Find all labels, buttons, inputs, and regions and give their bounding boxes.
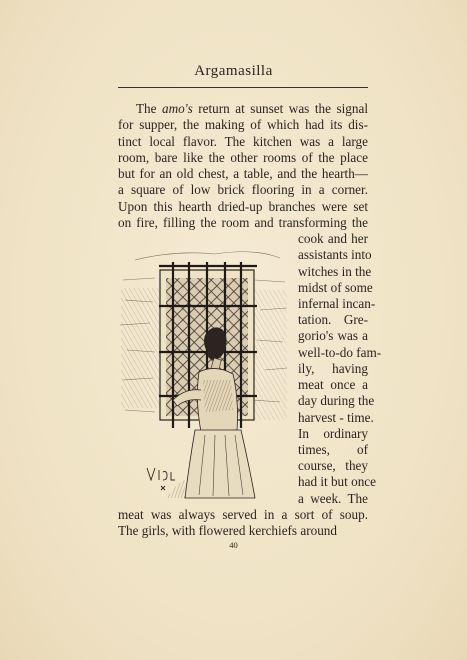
column-line: In ordinary — [298, 426, 368, 441]
italic-word-amos: amo's — [162, 101, 193, 116]
column-line: times, of — [298, 442, 368, 457]
text-line: meat was always served in a sort of soup. — [118, 507, 368, 522]
column-line: midst of some — [298, 280, 373, 295]
column-line: had it but once — [298, 474, 377, 489]
column-line: witches in the — [298, 264, 372, 279]
text-line: tinct local flavor. The kitchen was a large — [118, 134, 368, 149]
text-line: on fire, filling the room and transforming the — [118, 215, 368, 230]
text-fragment: return at sunset was the signal — [192, 101, 368, 116]
column-line: course, they — [298, 458, 368, 473]
page-number: 40 — [229, 540, 238, 550]
column-line: harvest - time. — [298, 410, 374, 425]
artist-signature-mark — [147, 468, 175, 490]
column-line: assistants into — [298, 247, 372, 262]
text-line: a square of low brick flooring in a corner. — [118, 182, 368, 197]
text-line: for supper, the making of which had its dis- — [118, 117, 368, 132]
text-line-1 — [118, 101, 368, 116]
text-line: but for an old chest, a table, and the hearth— — [118, 166, 368, 181]
column-line: ily, having — [298, 361, 368, 376]
column-line: tation. Gre- — [298, 312, 368, 327]
text-fragment: The — [136, 101, 163, 116]
column-line: infernal incan- — [298, 296, 376, 311]
column-line: gorio's was a — [298, 328, 368, 343]
column-line: day during the — [298, 393, 375, 408]
column-line: well-to-do fam- — [298, 345, 382, 360]
column-line: a week. The — [298, 491, 368, 506]
text-line: Upon this hearth dried-up branches were set — [118, 199, 368, 214]
column-line: meat once a — [298, 377, 368, 392]
text-line: room, bare like the other rooms of the place — [118, 150, 368, 165]
header-rule — [118, 87, 368, 88]
column-line: cook and her — [298, 231, 368, 246]
text-line: The girls, with flowered kerchiefs around — [118, 523, 337, 538]
illustration-woman-at-window — [115, 240, 290, 502]
running-header: Argamasilla — [194, 63, 273, 79]
